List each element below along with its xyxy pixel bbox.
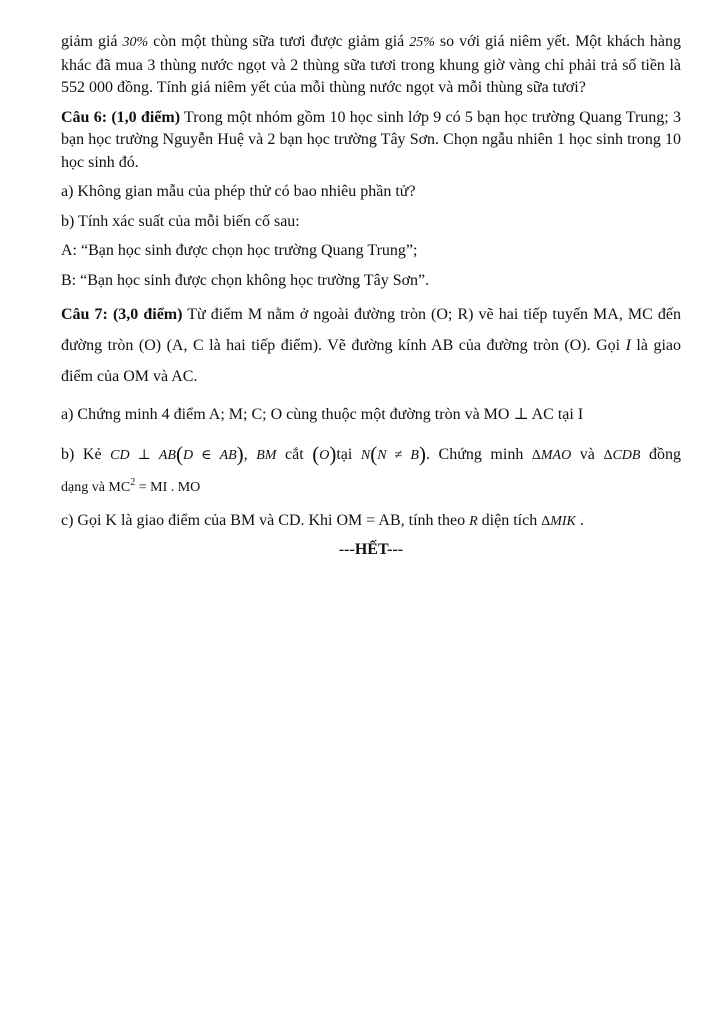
question-7-part-c: c) Gọi K là giao điểm của BM và CD. Khi OM = AB, tính theo R diện tích ΔMIK . xyxy=(61,511,584,529)
intro-text-1: giảm giá xyxy=(61,33,123,50)
question-6-part-b: b) Tính xác suất của mỗi biến cố sau: xyxy=(61,212,300,230)
variable-r: R xyxy=(469,513,478,529)
question-6-text: Trong một nhóm gồm 10 học sinh lớp 9 có 5 bạn học trường Quang Trung; 3 bạn học trường Nguyễn Huệ và 2 bạn học trường Tây Sơn. Chọn ngẫu nhiên 1 học sinh trong 10 học sinh đó. xyxy=(61,108,681,171)
discount-30: 30% xyxy=(122,35,149,50)
question-7 xyxy=(61,299,681,392)
exam-page xyxy=(61,31,681,562)
discount-25: 25% xyxy=(409,35,435,50)
question-7-text-2: là giao điểm của OM và AC. xyxy=(61,337,682,385)
intro-text-3: so với giá niêm yết. Một khách hàng khác đã mua 3 thùng nước ngọt và 2 thùng sữa tươi trong khung giờ vàng chỉ phải trả số tiền là 552 000 đồng. Tính giá niêm yết của mỗi thùng nước ngọt và mỗi thùng sữa tươi? xyxy=(61,33,682,96)
question-6-label: Câu 6: (1,0 điểm) xyxy=(61,108,181,126)
question-7-part-b xyxy=(61,439,681,503)
question-7-text-1: Từ điểm M nằm ở ngoài đường tròn (O; R) vẽ hai tiếp tuyến MA, MC đến đường tròn (O) (A, C là hai tiếp điểm). Vẽ đường kính AB của đường tròn (O). Gọi xyxy=(61,306,681,354)
part-b-line-2: dạng và $MC^2$ = MI . MO xyxy=(61,476,201,495)
intro-text-2: còn một thùng sữa tươi được giảm giá xyxy=(148,33,410,50)
question-6-part-a: a) Không gian mẫu của phép thử có bao nhiêu phần tử? xyxy=(61,183,416,200)
question-7-label: Câu 7: (3,0 điểm) xyxy=(61,306,183,323)
question-7-part-a: a) Chứng minh 4 điểm A; M; C; O cùng thuộc một đường tròn và MO ⊥ AC tại I xyxy=(61,406,584,423)
question-6 xyxy=(61,107,681,175)
part-b-line-1: b) Kẻ CD ⊥ AB(D ∈ AB), BM cắt (O)tại N(N ≠ B). Chứng minh ΔMAO và ΔCDB đồng xyxy=(61,441,682,466)
event-b: B: “Bạn học sinh được chọn không học trường Tây Sơn”. xyxy=(61,271,430,289)
variable-i: I xyxy=(625,337,631,354)
end-marker: ---HẾT--- xyxy=(338,541,404,558)
intro-paragraph xyxy=(61,31,681,100)
event-a: A: “Bạn học sinh được chọn học trường Quang Trung”; xyxy=(61,242,418,259)
